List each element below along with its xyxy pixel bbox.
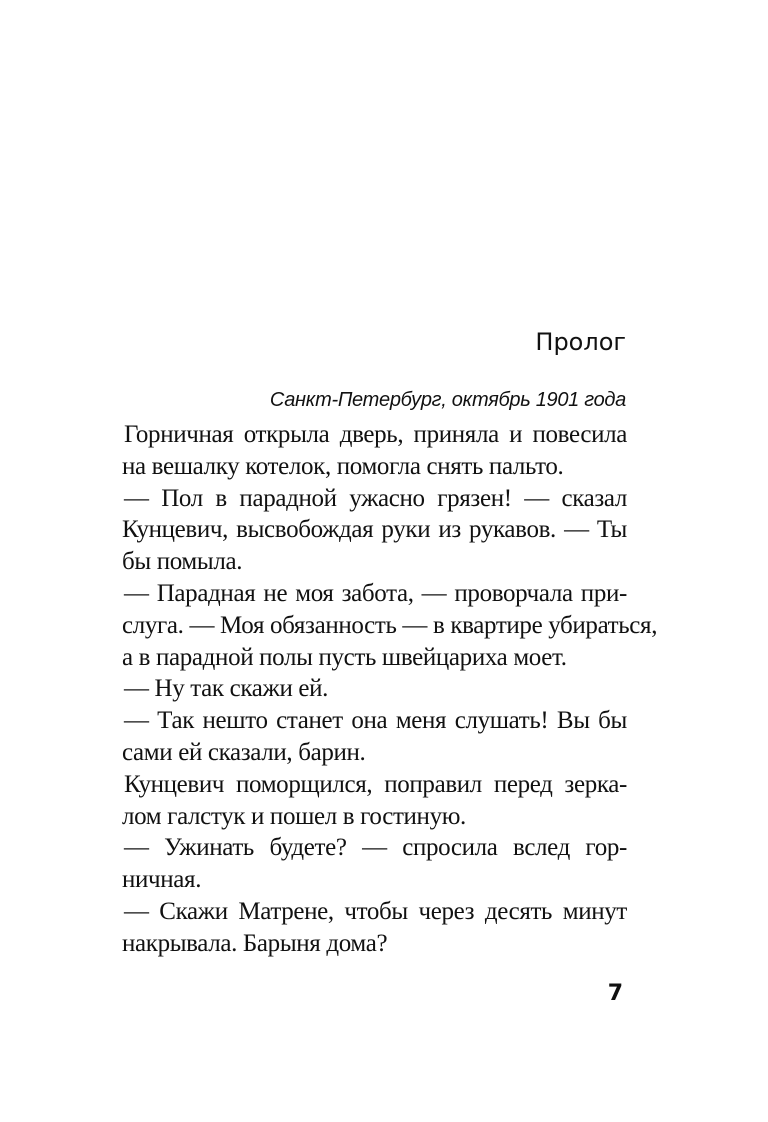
text-line: накрывала. Барыня дома? [122, 929, 388, 957]
text-line: а в парадной полы пусть швейцариха моет. [122, 643, 567, 671]
text-line: сами ей сказали, барин. [122, 738, 366, 766]
text-line: Кунцевич поморщился, поправил перед зерка- [124, 770, 627, 798]
text-line: — Ужинать будете? — спросила вслед гор- [124, 834, 627, 862]
text-line: — Так нешто станет она меня слушать! Вы бы [124, 707, 627, 735]
text-line: ничная. [122, 866, 202, 894]
chapter-title: Пролог [535, 328, 626, 356]
body-text [122, 419, 658, 960]
text-line: — Пол в парадной ужасно грязен! — сказал [124, 484, 627, 512]
place-date-epigraph: Санкт-Петербург, октябрь 1901 года [269, 389, 626, 411]
page-number: 7 [607, 981, 623, 1006]
text-line: — Скажи Матрене, чтобы через десять минут [124, 897, 627, 925]
text-line: слуга. — Моя обязанность — в квартире убираться, [122, 611, 658, 639]
text-line: — Парадная не моя забота, — проворчала при- [124, 579, 627, 607]
text-line: бы помыла. [122, 548, 243, 576]
text-line: на вешалку котелок, помогла снять пальто. [122, 452, 564, 480]
text-line: Горничная открыла дверь, приняла и повесила [124, 421, 627, 448]
text-line: Кунцевич, высвобождая руки из рукавов. — Ты [122, 516, 627, 544]
text-line: лом галстук и пошел в гостиную. [122, 802, 466, 830]
text-line: — Ну так скажи ей. [124, 675, 329, 703]
